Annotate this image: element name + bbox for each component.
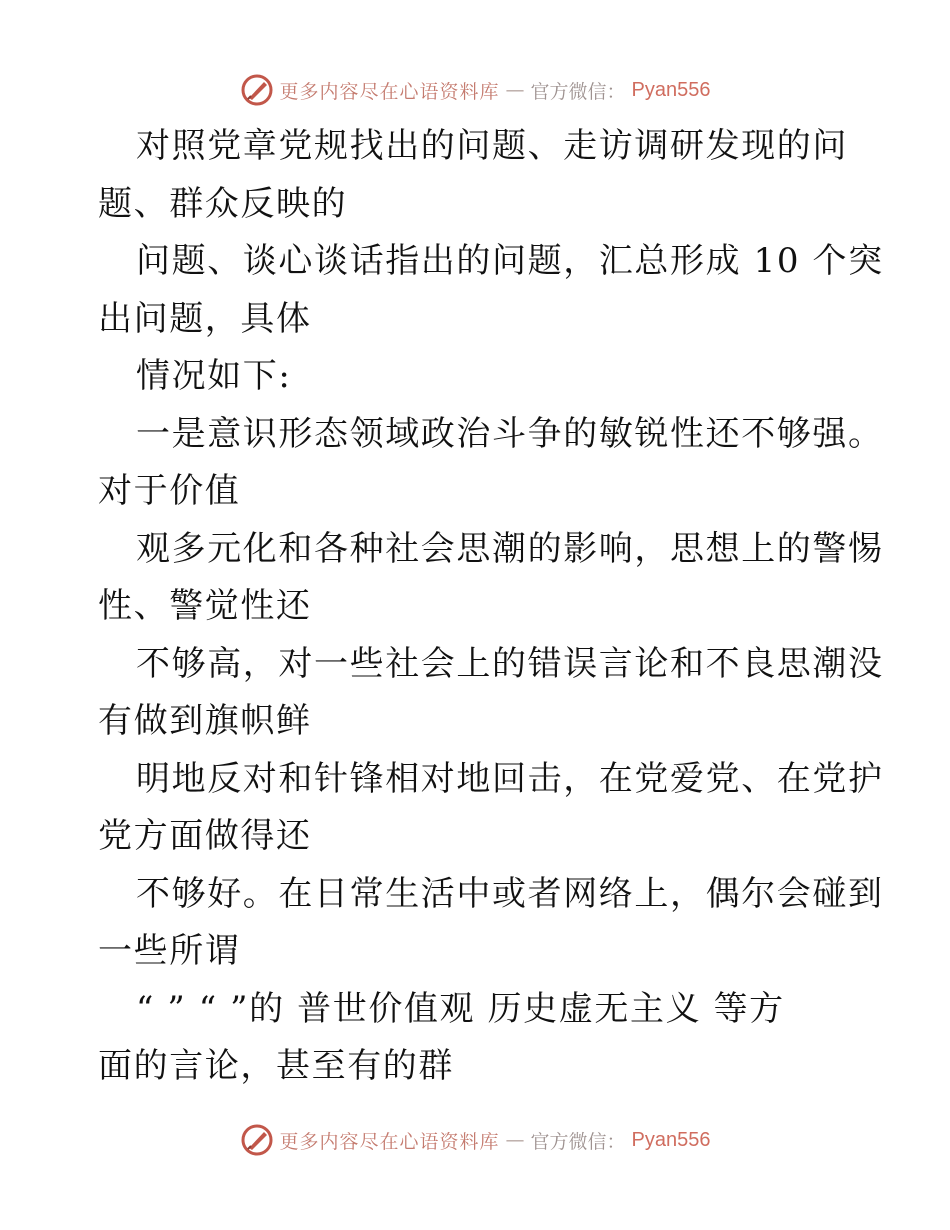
text-line: 不够好。在日常生活中或者网络上，偶尔会碰到 (136, 873, 884, 914)
text-line: 一是意识形态领域政治斗争的敏锐性还不够强。 (136, 413, 884, 454)
text-line: 题、群众反映的 (98, 183, 348, 224)
text-line: 不够高，对一些社会上的错误言论和不良思潮没 (136, 643, 884, 684)
watermark-dash: — (505, 1129, 525, 1151)
text-line: 对于价值 (98, 471, 241, 511)
text-line: “ ” “ ”的 普世价值观 历史虚无主义 等方 (136, 988, 785, 1029)
text-line: 有做到旗帜鲜 (98, 701, 312, 741)
watermark-dash: — (505, 79, 525, 101)
quill-circle-icon (240, 1123, 274, 1157)
document-body (98, 118, 884, 1096)
text-line: 一些所谓 (98, 931, 241, 971)
header-watermark (0, 70, 950, 110)
footer-watermark (0, 1120, 950, 1160)
text-line: 情况如下: (136, 356, 292, 396)
quill-circle-icon (240, 73, 274, 107)
text-line: 面的言论，甚至有的群 (98, 1046, 454, 1086)
watermark-brand-text: 更多内容尽在心语资料库 (279, 80, 500, 103)
text-line: 性、警觉性还 (98, 586, 312, 626)
text-line: 明地反对和针锋相对地回击，在党爱党、在党护 (136, 758, 884, 799)
watermark-wechat-id: Pyan556 (631, 78, 711, 101)
text-line: 观多元化和各种社会思潮的影响，思想上的警惕 (136, 528, 884, 569)
watermark-wechat-id: Pyan556 (631, 1128, 711, 1151)
watermark-wechat-label: 官方微信： (530, 80, 626, 103)
text-line: 出问题，具体 (98, 298, 312, 339)
text-line: 党方面做得还 (98, 816, 312, 856)
text-line: 对照党章党规找出的问题、走访调研发现的问 (136, 126, 848, 166)
watermark-wechat-label: 官方微信： (530, 1130, 626, 1153)
text-line: 问题、谈心谈话指出的问题，汇总形成 10 个突 (136, 241, 884, 281)
watermark-brand-text: 更多内容尽在心语资料库 (279, 1130, 500, 1153)
